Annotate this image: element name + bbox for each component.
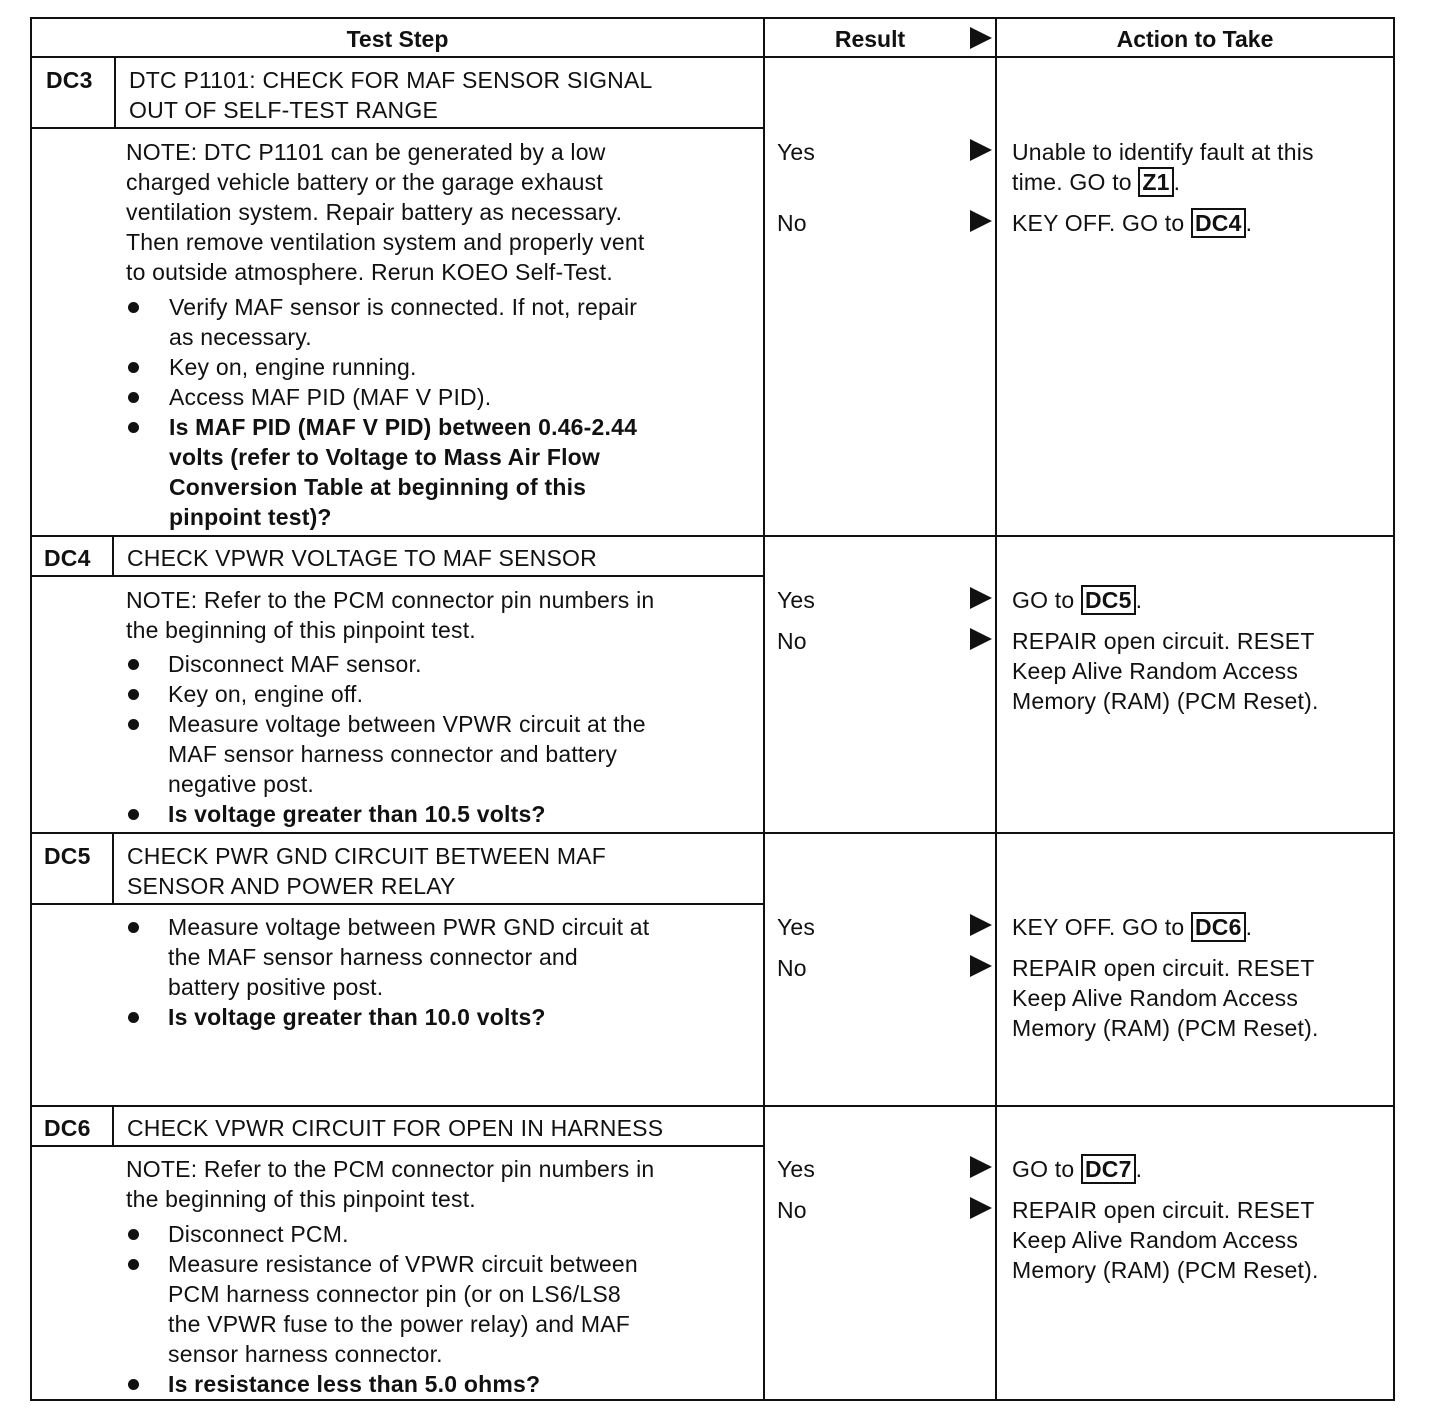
bullet-question-line: Is voltage greater than 10.5 volts?	[168, 801, 546, 827]
arrow-icon	[970, 210, 992, 232]
action-text: GO to	[1012, 587, 1075, 613]
header-result: Result	[834, 26, 906, 52]
bullet-icon	[128, 302, 139, 313]
table-right-border	[1393, 17, 1395, 1401]
table-bottom-border	[30, 1399, 1395, 1401]
title-box-bottom	[30, 1145, 765, 1147]
action-line	[1012, 1154, 1142, 1184]
arrow-icon	[970, 1156, 992, 1178]
header-action: Action to Take	[1116, 26, 1274, 52]
step-id: DC6	[44, 1115, 91, 1141]
bullet-question-line: Conversion Table at beginning of this	[169, 474, 587, 500]
action-line: REPAIR open circuit. RESET	[1012, 1197, 1315, 1223]
bullet-icon	[128, 659, 139, 670]
result-yes: Yes	[777, 1156, 816, 1182]
bullet-icon	[128, 392, 139, 403]
step-separator	[30, 535, 1395, 537]
action-line: Memory (RAM) (PCM Reset).	[1012, 1257, 1319, 1283]
bullet-line: as necessary.	[169, 324, 312, 350]
action-suffix: .	[1135, 1156, 1143, 1182]
bullet-icon	[128, 362, 139, 373]
step-ref-dc6: DC6	[1191, 912, 1246, 942]
bullet-line: Measure voltage between VPWR circuit at the	[168, 711, 646, 737]
step-title-line: OUT OF SELF-TEST RANGE	[129, 97, 438, 123]
bullet-icon	[128, 922, 139, 933]
arrow-icon	[970, 914, 992, 936]
table-top-border	[30, 17, 1395, 19]
bullet-line: Key on, engine running.	[169, 354, 417, 380]
bullet-question-line: Is resistance less than 5.0 ohms?	[168, 1371, 541, 1397]
note-line: the beginning of this pinpoint test.	[126, 1186, 476, 1212]
action-suffix: .	[1173, 169, 1181, 195]
note-line: to outside atmosphere. Rerun KOEO Self-Test.	[126, 259, 613, 285]
step-id: DC3	[46, 67, 93, 93]
action-line: Memory (RAM) (PCM Reset).	[1012, 688, 1319, 714]
bullet-line: Measure voltage between PWR GND circuit at	[168, 914, 650, 940]
action-suffix: .	[1135, 587, 1143, 613]
action-text: time. GO to	[1012, 169, 1132, 195]
id-box-divider	[112, 1105, 114, 1147]
note-line: NOTE: DTC P1101 can be generated by a low	[126, 139, 606, 165]
result-yes: Yes	[777, 914, 816, 940]
bullet-line: Key on, engine off.	[168, 681, 364, 707]
action-line: Keep Alive Random Access	[1012, 985, 1299, 1011]
action-suffix: .	[1245, 914, 1253, 940]
id-box-divider	[112, 832, 114, 905]
step-ref-z1: Z1	[1138, 167, 1173, 197]
action-line	[1012, 208, 1252, 238]
action-line: REPAIR open circuit. RESET	[1012, 628, 1315, 654]
action-line	[1012, 167, 1180, 197]
bullet-line: Access MAF PID (MAF V PID).	[169, 384, 492, 410]
bullet-icon	[128, 809, 139, 820]
bullet-line: negative post.	[168, 771, 315, 797]
step-title-line: CHECK VPWR VOLTAGE TO MAF SENSOR	[127, 545, 597, 571]
bullet-line: sensor harness connector.	[168, 1341, 443, 1367]
result-no: No	[777, 955, 807, 981]
note-line: NOTE: Refer to the PCM connector pin numbers in	[126, 587, 655, 613]
result-no: No	[777, 628, 807, 654]
result-no: No	[777, 210, 807, 236]
result-yes: Yes	[777, 587, 816, 613]
title-box-bottom	[30, 903, 765, 905]
bullet-question-line: volts (refer to Voltage to Mass Air Flow	[169, 444, 601, 470]
header-test-step: Test Step	[346, 26, 449, 52]
action-line: Memory (RAM) (PCM Reset).	[1012, 1015, 1319, 1041]
table-left-border	[30, 17, 32, 1401]
step-id: DC4	[44, 545, 91, 571]
arrow-icon	[970, 628, 992, 650]
note-line: Then remove ventilation system and properly vent	[126, 229, 645, 255]
step-ref-dc5: DC5	[1081, 585, 1136, 615]
bullet-question-line: Is voltage greater than 10.0 volts?	[168, 1004, 546, 1030]
action-line	[1012, 585, 1142, 615]
bullet-icon	[128, 719, 139, 730]
bullet-question-line: Is MAF PID (MAF V PID) between 0.46-2.44	[169, 414, 638, 440]
step-id: DC5	[44, 843, 91, 869]
action-text: GO to	[1012, 1156, 1075, 1182]
header-arrow-icon	[970, 27, 992, 49]
bullet-icon	[128, 1379, 139, 1390]
note-line: NOTE: Refer to the PCM connector pin numbers in	[126, 1156, 655, 1182]
header-bottom-border	[30, 56, 1395, 58]
id-box-divider	[112, 535, 114, 577]
test-step-right-border	[763, 17, 765, 1401]
action-line: REPAIR open circuit. RESET	[1012, 955, 1315, 981]
step-title-line: SENSOR AND POWER RELAY	[127, 873, 456, 899]
action-text: KEY OFF. GO to	[1012, 914, 1185, 940]
bullet-line: Disconnect PCM.	[168, 1221, 349, 1247]
result-no: No	[777, 1197, 807, 1223]
bullet-icon	[128, 422, 139, 433]
step-title-line: DTC P1101: CHECK FOR MAF SENSOR SIGNAL	[129, 67, 653, 93]
bullet-icon	[128, 1229, 139, 1240]
action-line: Unable to identify fault at this	[1012, 139, 1314, 165]
action-line	[1012, 912, 1252, 942]
step-ref-dc4: DC4	[1191, 208, 1246, 238]
step-title-line: CHECK VPWR CIRCUIT FOR OPEN IN HARNESS	[127, 1115, 664, 1141]
step-title-line: CHECK PWR GND CIRCUIT BETWEEN MAF	[127, 843, 606, 869]
note-line: charged vehicle battery or the garage exhaust	[126, 169, 603, 195]
action-text: KEY OFF. GO to	[1012, 210, 1185, 236]
bullet-line: battery positive post.	[168, 974, 384, 1000]
action-line: Keep Alive Random Access	[1012, 658, 1299, 684]
bullet-icon	[128, 1259, 139, 1270]
bullet-line: the MAF sensor harness connector and	[168, 944, 578, 970]
title-box-bottom	[30, 127, 765, 129]
arrow-icon	[970, 587, 992, 609]
arrow-icon	[970, 1197, 992, 1219]
bullet-line: MAF sensor harness connector and battery	[168, 741, 618, 767]
id-box-divider	[114, 56, 116, 129]
bullet-icon	[128, 1012, 139, 1023]
step-ref-dc7: DC7	[1081, 1154, 1136, 1184]
step-separator	[30, 1105, 1395, 1107]
result-right-border	[995, 17, 997, 1401]
bullet-line: the VPWR fuse to the power relay) and MAF	[168, 1311, 631, 1337]
bullet-question-line: pinpoint test)?	[169, 504, 332, 530]
bullet-line: PCM harness connector pin (or on LS6/LS8	[168, 1281, 621, 1307]
note-line: the beginning of this pinpoint test.	[126, 617, 476, 643]
arrow-icon	[970, 139, 992, 161]
bullet-line: Measure resistance of VPWR circuit between	[168, 1251, 638, 1277]
title-box-bottom	[30, 575, 765, 577]
step-separator	[30, 832, 1395, 834]
bullet-icon	[128, 689, 139, 700]
note-line: ventilation system. Repair battery as necessary.	[126, 199, 623, 225]
bullet-line: Verify MAF sensor is connected. If not, repair	[169, 294, 638, 320]
arrow-icon	[970, 955, 992, 977]
action-line: Keep Alive Random Access	[1012, 1227, 1299, 1253]
action-suffix: .	[1245, 210, 1253, 236]
bullet-line: Disconnect MAF sensor.	[168, 651, 422, 677]
result-yes: Yes	[777, 139, 816, 165]
